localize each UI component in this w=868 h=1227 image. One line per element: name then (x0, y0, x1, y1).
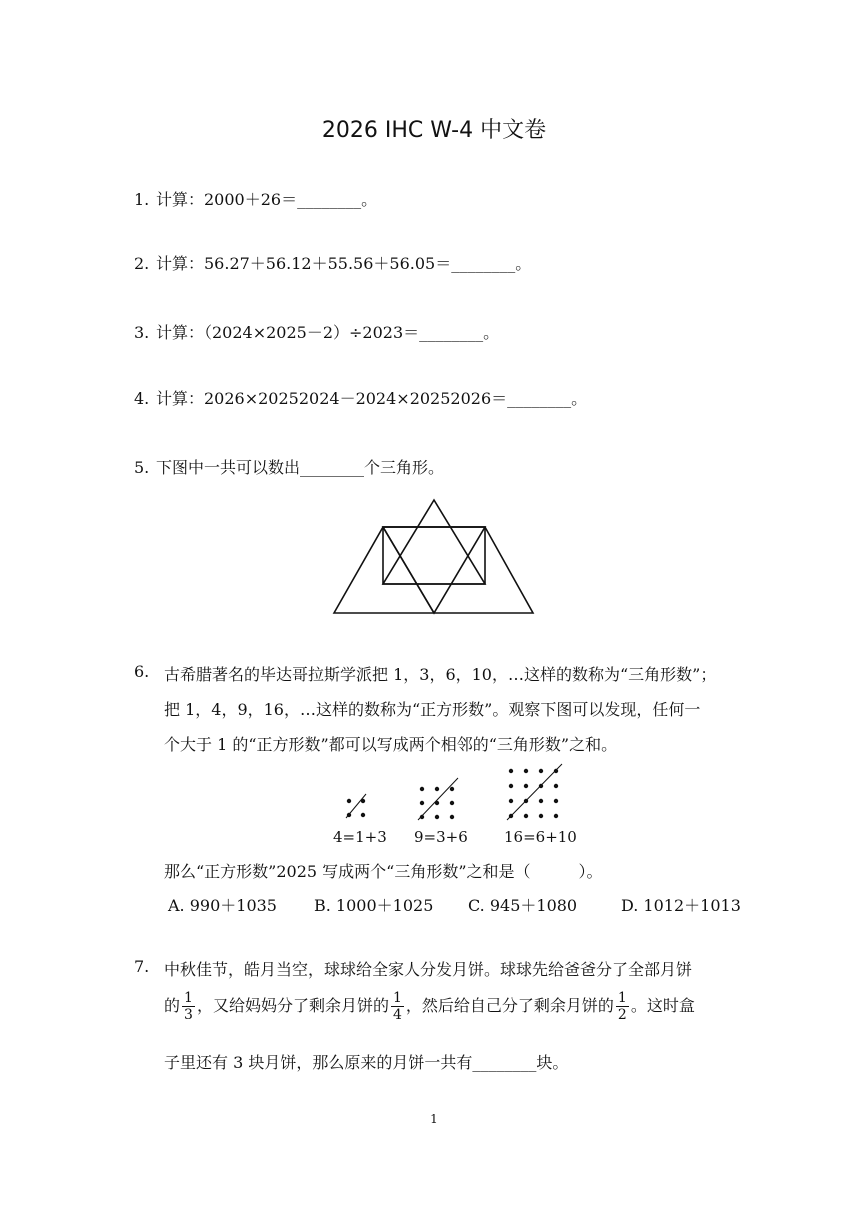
dot-figure-16 (504, 762, 566, 826)
dot-caption-3: 16=6+10 (504, 828, 577, 846)
numerator: 1 (617, 990, 627, 1006)
numerator: 1 (392, 990, 402, 1006)
question-number: 4. (134, 389, 150, 408)
fraction-one-quarter (391, 990, 404, 1023)
denominator: 4 (392, 1007, 402, 1023)
upper-triangle (383, 500, 485, 584)
question-number: 2. (134, 254, 150, 273)
option-d: D. 1012＋1013 (621, 896, 741, 915)
q7-text-c: ，然后给自己分了剩余月饼的 (405, 996, 614, 1015)
question-text: 计算：2026×20252024－2024×20252026＝________。 (156, 389, 588, 408)
question-text: 计算：（2024×2025－2）÷2023＝________。 (156, 323, 500, 342)
inverted-triangle (383, 527, 485, 613)
question-7 (134, 957, 156, 976)
q7-text-b: ，又给妈妈分了剩余月饼的 (196, 996, 389, 1015)
question-1 (134, 187, 377, 210)
dot-figure-4 (340, 790, 374, 826)
q7-line-3: 子里还有 3 块月饼，那么原来的月饼一共有________块。 (164, 1053, 569, 1072)
question-number: 3. (134, 323, 150, 342)
triangle-figure (330, 495, 538, 617)
option-c: C. 945＋1080 (468, 896, 578, 915)
question-6 (134, 662, 156, 681)
question-2 (134, 251, 531, 274)
option-b: B. 1000＋1025 (314, 896, 434, 915)
question-number: 7. (134, 957, 150, 976)
q7-line-1: 中秋佳节，皓月当空，球球给全家人分发月饼。球球先给爸爸分了全部月饼 (164, 960, 693, 979)
question-4 (134, 386, 587, 409)
fraction-one-half (616, 990, 629, 1023)
question-text: 计算：56.27＋56.12＋55.56＋56.05＝________。 (156, 254, 532, 273)
fraction-one-third (182, 990, 195, 1023)
question-number: 1. (134, 190, 150, 209)
inner-rectangle (383, 527, 485, 584)
q6-line-3: 个大于 1 的“正方形数”都可以写成两个相邻的“三角形数”之和。 (164, 735, 618, 754)
denominator: 2 (617, 1007, 627, 1023)
numerator: 1 (184, 990, 193, 1006)
denominator: 3 (184, 1007, 193, 1023)
question-5 (134, 455, 444, 478)
dot-caption-2: 9=3+6 (414, 828, 468, 846)
q7-line-2 (164, 990, 695, 1023)
question-number: 5. (134, 458, 150, 477)
q6-line-1: 古希腊著名的毕达哥拉斯学派把 1，3，6，10，…这样的数称为“三角形数”； (164, 665, 717, 684)
question-text: 计算：2000＋26＝________。 (156, 190, 378, 209)
option-a: A. 990＋1035 (168, 896, 277, 915)
page-title: 2026 IHC W-4 中文卷 (321, 118, 547, 143)
question-3 (134, 320, 499, 343)
dot-figure-9 (414, 776, 462, 826)
page-number: 1 (430, 1112, 438, 1126)
large-triangle (334, 527, 533, 613)
q6-line-2: 把 1，4，9，16，…这样的数称为“正方形数”。观察下图可以发现，任何一 (164, 700, 701, 719)
question-number: 6. (134, 662, 150, 681)
q6-question: 那么“正方形数”2025 写成两个“三角形数”之和是（ ）。 (164, 862, 603, 881)
q7-text-d: 。这时盒 (630, 996, 695, 1015)
question-text: 下图中一共可以数出________个三角形。 (156, 458, 445, 477)
dot-caption-1: 4=1+3 (333, 828, 387, 846)
q7-text-a: 的 (164, 996, 181, 1015)
